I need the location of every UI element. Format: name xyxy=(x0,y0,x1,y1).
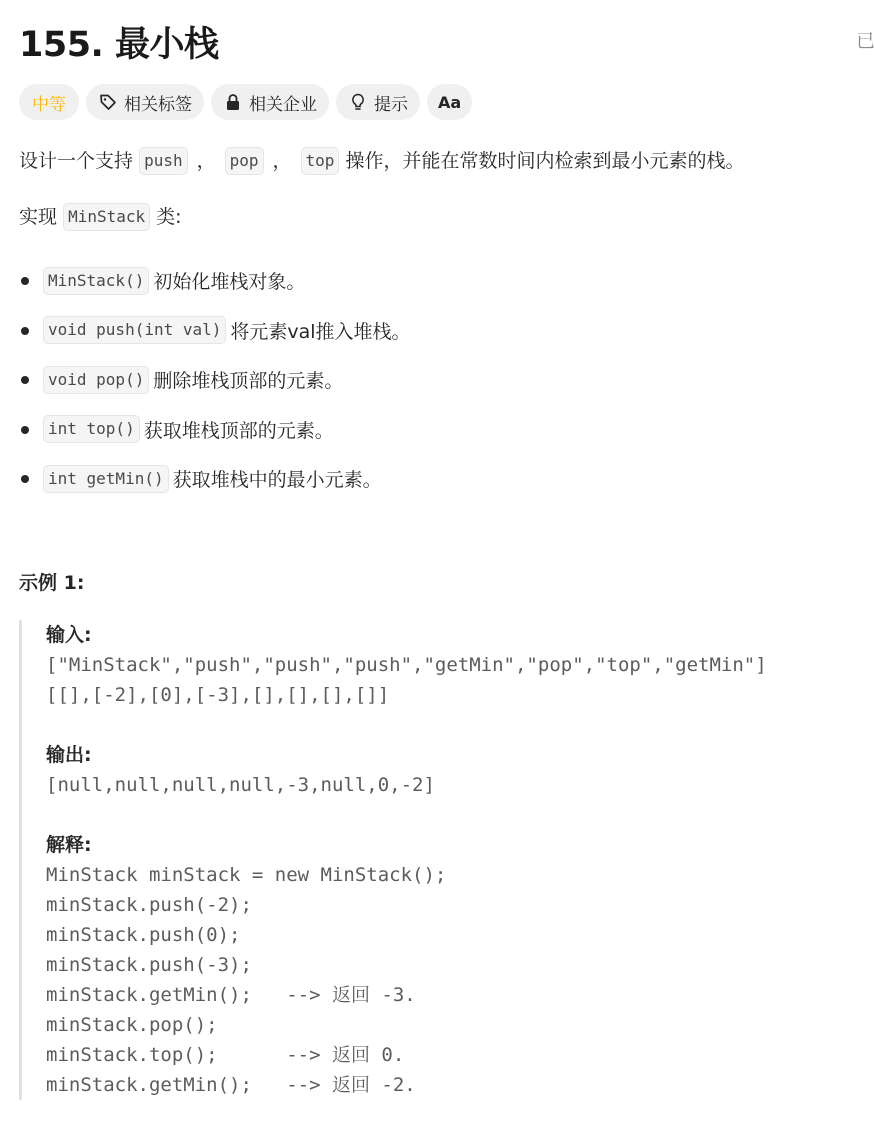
translate-button[interactable] xyxy=(427,84,472,120)
example-title: 示例 1: xyxy=(19,572,85,594)
solved-status: 已 xyxy=(856,30,875,52)
code-push: push xyxy=(139,147,188,175)
input-arguments: [[],[-2],[0],[-3],[],[],[],[]] xyxy=(46,684,390,706)
code-line: minStack.push(0); xyxy=(46,924,241,946)
lock-icon xyxy=(223,92,243,112)
implement-suffix: 类: xyxy=(156,206,182,228)
code-line: minStack.pop(); xyxy=(46,1014,218,1036)
tag-icon xyxy=(98,92,118,112)
code-line: minStack.getMin(); --> 返回 -3. xyxy=(46,984,416,1006)
example-block xyxy=(19,620,868,1100)
code-line: minStack.top(); --> 返回 0. xyxy=(46,1044,405,1066)
description-intro xyxy=(19,146,745,176)
method-signature: int getMin() xyxy=(43,465,169,493)
input-label: 输入: xyxy=(46,624,92,646)
intro-text: 设计一个支持 xyxy=(19,150,134,172)
problem-title: 155. 最小栈 xyxy=(19,25,219,65)
related-topics-button[interactable] xyxy=(86,84,204,120)
list-item xyxy=(19,256,411,306)
method-description: 获取堆栈中的最小元素。 xyxy=(172,469,382,492)
separator: ， xyxy=(272,150,292,172)
lightbulb-icon xyxy=(348,92,368,112)
hint-button[interactable] xyxy=(336,84,420,120)
implement-text: 实现 xyxy=(19,206,58,228)
method-description: 初始化堆栈对象。 xyxy=(153,271,306,294)
method-signature: void push(int val) xyxy=(43,316,226,344)
tag-bar xyxy=(19,84,472,120)
implement-line xyxy=(19,202,182,232)
code-line: minStack.push(-2); xyxy=(46,894,252,916)
related-topics-label: 相关标签 xyxy=(124,94,192,115)
method-description: 获取堆栈顶部的元素。 xyxy=(143,419,334,442)
code-line: MinStack minStack = new MinStack(); xyxy=(46,864,447,886)
method-signature: int top() xyxy=(43,415,140,443)
intro-text-suffix: 操作，并能在常数时间内检索到最小元素的栈。 xyxy=(345,150,745,172)
explanation-label: 解释: xyxy=(46,834,92,856)
output-label: 输出: xyxy=(46,744,92,766)
hint-label: 提示 xyxy=(374,94,408,115)
method-description: 删除堆栈顶部的元素。 xyxy=(153,370,344,393)
list-item xyxy=(19,405,411,455)
related-companies-button[interactable] xyxy=(211,84,329,120)
list-item xyxy=(19,454,411,504)
method-list xyxy=(19,256,411,504)
method-signature: MinStack() xyxy=(43,267,149,295)
output-value: [null,null,null,null,-3,null,0,-2] xyxy=(46,774,435,796)
code-minstack: MinStack xyxy=(63,203,150,231)
translate-icon: Aa xyxy=(438,92,462,112)
code-line: minStack.getMin(); --> 返回 -2. xyxy=(46,1074,416,1096)
separator: ， xyxy=(196,150,216,172)
code-top: top xyxy=(301,147,340,175)
list-item xyxy=(19,355,411,405)
related-companies-label: 相关企业 xyxy=(249,94,317,115)
code-line: minStack.push(-3); xyxy=(46,954,252,976)
difficulty-label: 中等 xyxy=(32,94,66,115)
difficulty-badge[interactable] xyxy=(19,84,79,120)
method-signature: void pop() xyxy=(43,366,149,394)
input-operations: ["MinStack","push","push","push","getMin","pop","top","getMin"] xyxy=(46,654,767,676)
list-item xyxy=(19,306,411,356)
code-pop: pop xyxy=(225,147,264,175)
method-description: 将元素val推入堆栈。 xyxy=(230,320,411,343)
